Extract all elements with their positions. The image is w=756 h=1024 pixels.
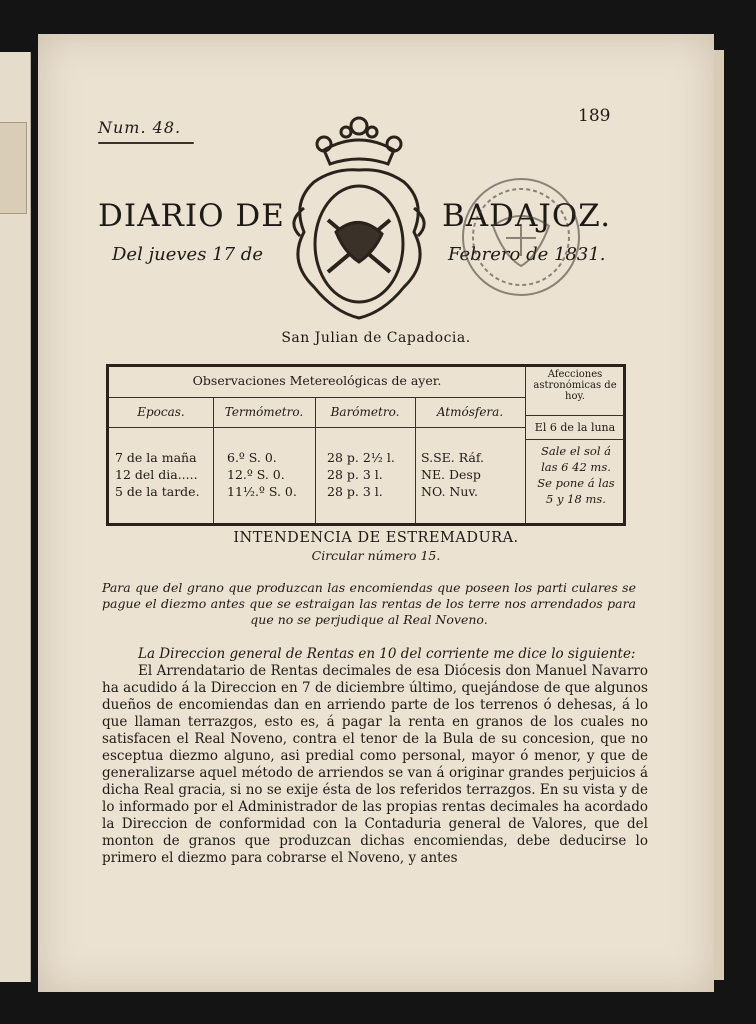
article-subheading: Circular número 15.: [311, 548, 441, 563]
newspaper-page: [38, 34, 714, 992]
table-rule: [109, 397, 525, 398]
table-cell: 28 p. 3 l.: [327, 484, 383, 499]
column-header-termometro: Termómetro.: [224, 405, 304, 419]
page-number: 189: [578, 106, 611, 126]
table-rule: [109, 427, 525, 428]
termometro-column: [227, 449, 315, 500]
table-divider: [525, 367, 526, 523]
issue-number: Num. 48.: [98, 118, 182, 137]
table-rule: [525, 415, 623, 416]
table-cell: 6.º S. 0.: [227, 450, 277, 465]
epocas-column: [115, 449, 213, 500]
sun-line: las 6 42 ms.: [541, 460, 611, 474]
table-cell: S.SE. Ráf.: [421, 450, 485, 465]
barometro-column: [327, 449, 415, 500]
article-heading: INTENDENCIA DE ESTREMADURA.: [233, 530, 519, 546]
weather-observations-table: [106, 364, 626, 526]
table-cell: 12.º S. 0.: [227, 467, 285, 482]
sun-line: Sale el sol á: [540, 444, 612, 458]
adjacent-page-tab: [0, 122, 27, 214]
table-cell: 7 de la maña: [115, 450, 197, 465]
table-cell: NO. Nuv.: [421, 484, 478, 499]
masthead-title-left: DIARIO DE: [98, 198, 285, 234]
column-header-barometro: Barómetro.: [330, 405, 400, 419]
issue-number-underline: [98, 142, 194, 144]
astro-title: Afecciones astronómicas de hoy.: [533, 369, 617, 402]
library-stamp-icon: [458, 166, 584, 308]
article-intro: La Direccion general de Rentas en 10 del corriente me dice lo siguiente:: [138, 646, 636, 662]
column-header-atmosfera: Atmósfera.: [436, 405, 504, 419]
sun-line: 5 y 18 ms.: [546, 492, 606, 506]
table-cell: 28 p. 2½ l.: [327, 450, 395, 465]
coat-of-arms-icon: [284, 112, 434, 324]
table-rule: [525, 439, 623, 440]
moon-phase: El 6 de la luna: [534, 421, 616, 434]
date-line-right: Febrero de 1831.: [448, 244, 606, 265]
column-header-epocas: Epocas.: [137, 405, 185, 419]
date-line-left: Del jueves 17 de: [112, 244, 263, 265]
atmosfera-column: [421, 449, 525, 500]
saint-of-the-day: San Julian de Capadocia.: [281, 330, 471, 346]
article-summary: Para que del grano que produzcan las encomiendas que poseen los parti culares se pague el diezmo antes que se estraigan las rentas de los terre nos arrendados para que no se perjudique al Real Noveno.: [102, 580, 636, 627]
table-title: Observaciones Metereológicas de ayer.: [192, 373, 442, 388]
table-cell: NE. Desp: [421, 467, 481, 482]
article-body: [102, 646, 648, 867]
adjacent-page-edge: [0, 52, 31, 982]
article-paragraph: El Arrendatario de Rentas decimales de esa Diócesis don Manuel Navarro ha acudido á la Direccion en 7 de diciembre último, quejándose de que algunos dueños de encomiendas dan en arriendo parte de los terrenos ó dehesas, á lo que llaman terrazgos, esto es, á pagar la renta en granos de los cuales no satisfacen el Real Noveno, contra el tenor de la Bula de su concesion, que no esceptua diezmo alguno, asi predial como personal, mayor ó menor, y que de generalizarse aquel método de arriendos se van á originar grandes perjuicios á dicha Real gracia, si no se exije ésta de los referidos terrazgos. En su vista y de lo informado por el Administrador de las propias rentas decimales ha acordado la Direccion de conformidad con la Contaduria general de Valores, que del monton de granos que produzcan dichas encomiendas, debe deducirse lo primero el diezmo para cobrarse el Noveno, y antes: [102, 663, 648, 866]
table-cell: 12 del dia.....: [115, 467, 198, 482]
sun-line: Se pone á las: [537, 476, 615, 490]
sunrise-sunset: [529, 443, 623, 507]
table-cell: 11½.º S. 0.: [227, 484, 297, 499]
masthead-title-right: BADAJOZ.: [442, 198, 612, 234]
table-cell: 28 p. 3 l.: [327, 467, 383, 482]
table-cell: 5 de la tarde.: [115, 484, 200, 499]
